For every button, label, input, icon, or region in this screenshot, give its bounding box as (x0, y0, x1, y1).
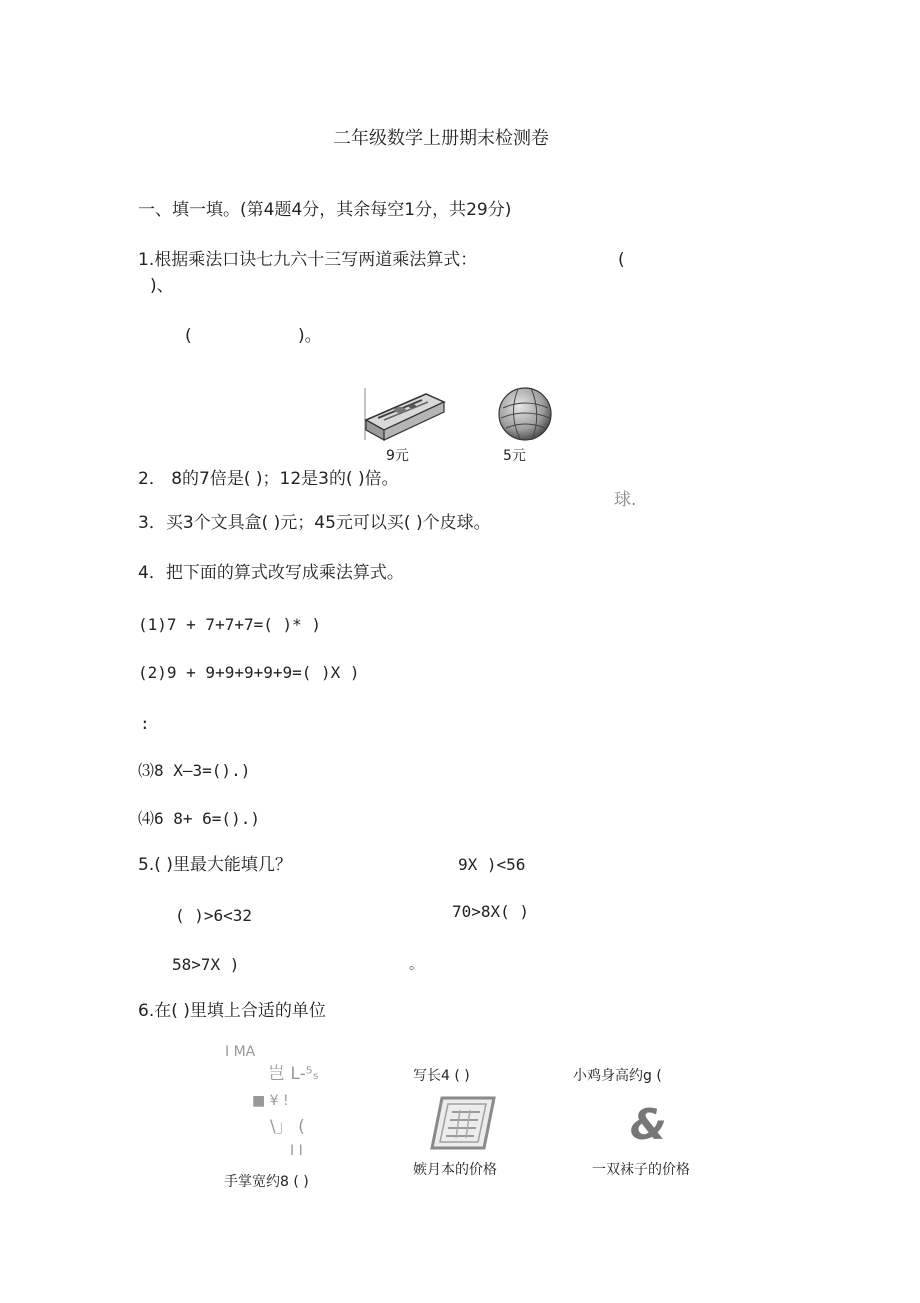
question-4-text: 4．把下面的算式改写成乘法算式。 (138, 563, 404, 583)
question-4-sub1: (1)7 + 7+7+7=( )* ) (138, 615, 322, 634)
question-5-text: 5.( )里最大能填几？ (138, 855, 292, 875)
hand-image-noise-2: 岂 L-⁵ₛ (268, 1064, 319, 1084)
question-5-dot: 。 (409, 957, 423, 973)
hand-image-noise-3: ■ ¥ ! (252, 1093, 289, 1109)
socks-price-label: 一双袜子的价格 (592, 1162, 690, 1178)
section-heading: 一、填一填。(第4题4分，其余每空1分，共29分) (138, 200, 512, 220)
ball-price: 5元 (503, 448, 526, 464)
ball-image (498, 386, 554, 442)
question-1-blank-close: )。 (298, 326, 322, 346)
hand-image-noise-1: I MA (225, 1044, 256, 1060)
question-2-text: 2． 8的7倍是( )；12是3的( )倍。 (138, 469, 399, 489)
question-6-text: 6.在( )里填上合适的单位 (138, 1001, 326, 1021)
question-1-blank-open: ( (185, 326, 192, 346)
question-4-colon: : (140, 714, 150, 733)
pencil-box-price: 9元 (386, 448, 409, 464)
chick-height-label: 小鸡身高约g ( (573, 1068, 662, 1084)
question-5-c: 70>8X( ) (452, 902, 530, 921)
question-1-text: 1.根据乘法口诀七九六十三写两道乘法算式： (138, 250, 478, 270)
question-3-text: 3．买3个文具盒( )元；45元可以买( )个皮球。 (138, 513, 491, 533)
question-1-line2: )、 (150, 276, 174, 296)
page-title: 二年级数学上册期末检测卷 (333, 128, 549, 149)
pencil-box-image (362, 386, 446, 442)
pencil-length-label: 写长4 ( ) (413, 1068, 470, 1084)
question-4-sub2: (2)9 + 9+9+9+9+9=( )X ) (138, 663, 360, 682)
ball-label: 球. (614, 490, 637, 510)
question-4-sub3: ⑶8 X—3=().) (138, 761, 251, 780)
ampersand-glyph: & (630, 1100, 667, 1149)
question-4-sub4: ⑷6 8+ 6=().) (138, 809, 260, 828)
hand-width-label: 手掌宽约8 ( ) (224, 1174, 309, 1190)
book-price-label: 嫉月本的价格 (413, 1162, 497, 1178)
question-5-a: 9X )<56 (458, 855, 526, 874)
hand-image-noise-4: \」 ( (270, 1117, 305, 1137)
hand-image-noise-5: I I (290, 1143, 303, 1159)
question-5-d: 58>7X ) (172, 955, 240, 974)
book-image (430, 1096, 496, 1150)
question-5-b: ( )>6<32 (175, 906, 253, 925)
question-1-paren-open: ( (618, 250, 625, 270)
